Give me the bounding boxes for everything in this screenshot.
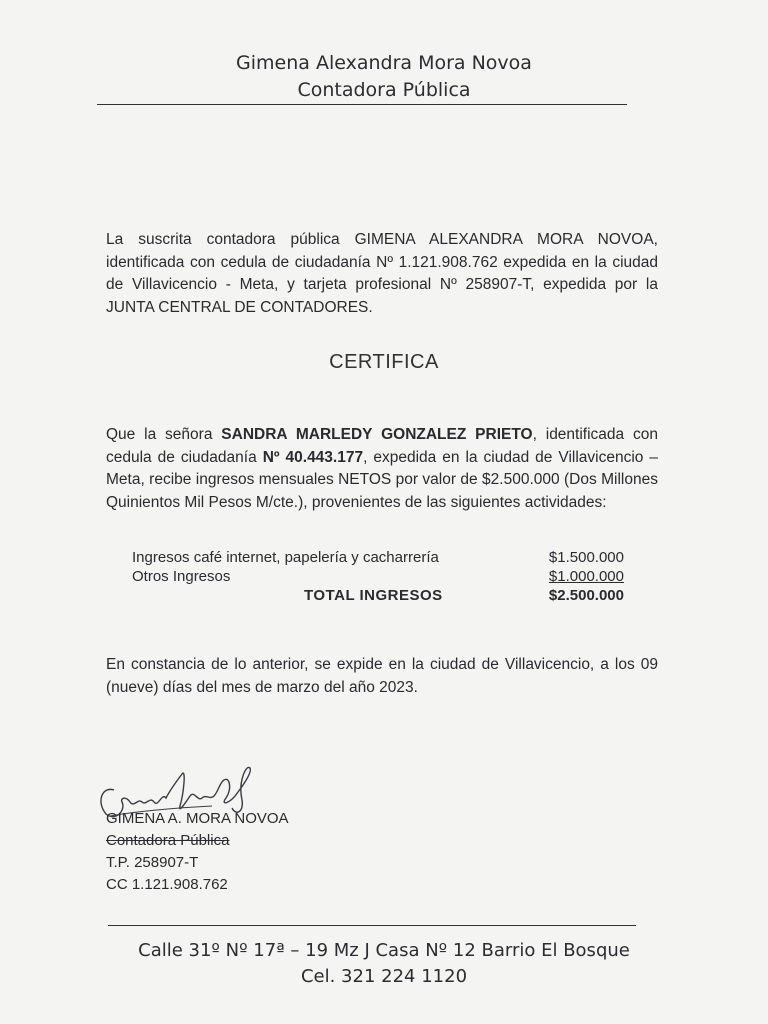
signatory-title: Contadora Pública	[106, 832, 230, 849]
letterhead-profession: Contadora Pública	[297, 79, 471, 101]
intro-text-1: La suscrita contadora pública	[106, 231, 355, 248]
letterhead-name: Gimena Alexandra Mora Novoa	[236, 52, 532, 74]
footer-address: Calle 31º Nº 17ª – 19 Mz J Casa Nº 12 Barrio El Bosque	[138, 940, 630, 961]
income-table	[132, 548, 624, 605]
footer	[0, 938, 768, 990]
income-total-row	[132, 586, 624, 605]
body-text-3: , expedida en la ciudad de Villavicencio – Meta, recibe ingresos mensuales NETOS por valor de $2.500.000 (Dos Millones Quinientos Mil Pesos M/cte.), provenientes de las siguientes actividades:	[106, 448, 658, 511]
body-text-2: , identificada con cedula de ciudadanía	[106, 426, 658, 466]
client-id: Nº 40.443.177	[262, 448, 364, 466]
letterhead	[0, 50, 768, 104]
accountant-name: GIMENA ALEXANDRA MORA NOVOA	[354, 231, 654, 248]
income-label: Ingresos café internet, papelería y cacharrería	[132, 549, 439, 566]
client-name: SANDRA MARLEDY GONZALEZ PRIETO	[221, 426, 533, 443]
certifica-heading: CERTIFICA	[329, 351, 439, 373]
signatory-name: GIMENA A. MORA NOVOA	[106, 810, 289, 827]
income-row	[132, 567, 624, 586]
income-amount: $1.500.000	[548, 549, 624, 566]
certification-paragraph	[106, 424, 658, 514]
footer-phone: Cel. 321 224 1120	[300, 966, 468, 987]
header-divider	[97, 104, 627, 105]
signatory-tp: T.P. 258907-T	[106, 854, 199, 871]
income-label: Otros Ingresos	[132, 568, 231, 585]
income-row	[132, 548, 624, 567]
intro-text-2: , identificada con cedula de ciudadanía Nº 1.121.908.762 expedida en la ciudad de Villavicencio - Meta, y tarjeta profesional Nº 258907-T, expedida por la JUNTA CENTRAL DE CONTADORES.	[106, 231, 658, 316]
body-text-1: Que la señora	[106, 426, 222, 443]
signature-block	[106, 808, 289, 896]
footer-divider	[108, 925, 636, 926]
closing-paragraph: En constancia de lo anterior, se expide en la ciudad de Villavicencio, a los 09 (nueve) días del mes de marzo del año 2023.	[106, 656, 658, 696]
total-amount: $2.500.000	[548, 587, 624, 604]
intro-paragraph	[106, 229, 658, 319]
income-amount: $1.000.000	[548, 568, 624, 585]
total-label: TOTAL INGRESOS	[304, 587, 443, 604]
signatory-cc: CC 1.121.908.762	[106, 876, 228, 893]
